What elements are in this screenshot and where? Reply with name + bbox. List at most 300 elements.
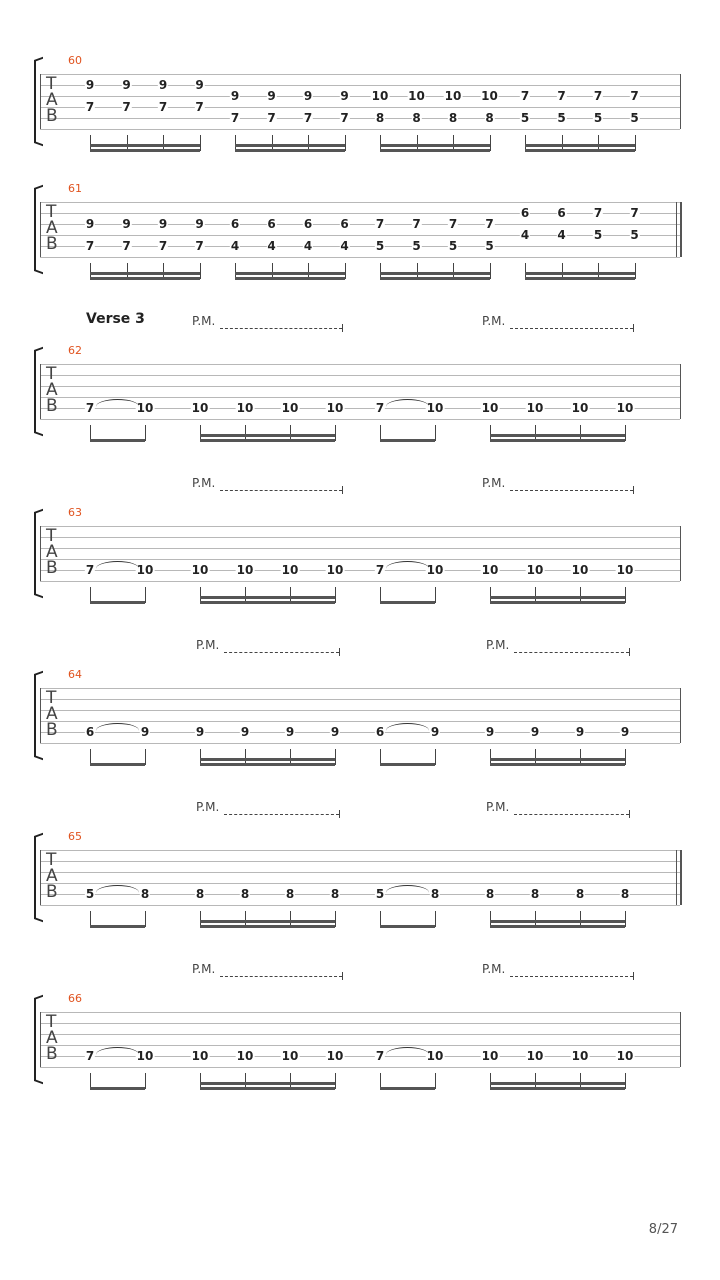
fret-number: 8 xyxy=(375,111,385,125)
palm-mute-line xyxy=(514,814,629,815)
palm-mute-label: P.M. xyxy=(486,800,510,814)
fret-number: 10 xyxy=(526,563,544,577)
note-beam xyxy=(525,149,635,152)
note-stem xyxy=(345,135,346,151)
staff-line xyxy=(40,1023,680,1024)
page-number: 8/27 xyxy=(648,1222,678,1237)
tab-clef-letter: A xyxy=(46,704,58,724)
note-stem xyxy=(145,425,146,441)
staff-line xyxy=(40,699,680,700)
fret-number: 10 xyxy=(571,563,589,577)
staff-line xyxy=(40,397,680,398)
staff-line xyxy=(40,688,680,689)
fret-number: 8 xyxy=(240,887,250,901)
note-stem xyxy=(200,135,201,151)
tie-arc xyxy=(96,561,139,576)
fret-number: 6 xyxy=(85,725,95,739)
fret-number: 7 xyxy=(448,217,458,231)
note-beam xyxy=(380,272,490,275)
palm-mute-end xyxy=(342,972,343,980)
fret-number: 10 xyxy=(526,401,544,415)
fret-number: 7 xyxy=(375,401,385,415)
tab-clef-letter: B xyxy=(46,106,58,126)
tie-arc xyxy=(96,1047,139,1062)
fret-number: 9 xyxy=(85,78,95,92)
fret-number: 8 xyxy=(412,111,421,125)
fret-number: 10 xyxy=(616,563,634,577)
bar-line xyxy=(40,526,41,581)
bar-line xyxy=(40,202,41,257)
fret-number: 5 xyxy=(630,228,639,242)
staff-line xyxy=(40,129,680,130)
fret-number: 6 xyxy=(267,217,276,231)
note-stem xyxy=(435,425,436,441)
fret-number: 8 xyxy=(530,887,540,901)
staff-line xyxy=(40,861,680,862)
note-beam xyxy=(235,149,345,152)
fret-number: 9 xyxy=(230,89,240,103)
palm-mute-line xyxy=(220,328,342,329)
measure-number: 66 xyxy=(68,992,82,1005)
palm-mute-line xyxy=(510,490,633,491)
note-beam xyxy=(490,758,625,761)
fret-number: 8 xyxy=(575,887,585,901)
staff-line xyxy=(40,118,680,119)
fret-number: 8 xyxy=(485,887,495,901)
note-beam xyxy=(90,925,145,928)
fret-number: 9 xyxy=(122,78,131,92)
tab-clef-letter: A xyxy=(46,542,58,562)
note-beam xyxy=(90,1087,145,1090)
staff-line xyxy=(40,905,680,906)
tab-clef-letter: T xyxy=(46,202,57,222)
fret-number: 10 xyxy=(481,401,499,415)
fret-number: 6 xyxy=(520,206,530,220)
note-stem xyxy=(145,1073,146,1089)
fret-number: 9 xyxy=(285,725,295,739)
staff-line xyxy=(40,419,680,420)
measure-number: 62 xyxy=(68,344,82,357)
bar-line xyxy=(676,850,677,905)
note-stem xyxy=(625,425,626,441)
tab-clef-letter: B xyxy=(46,558,58,578)
palm-mute-label: P.M. xyxy=(482,476,506,490)
bar-line xyxy=(40,688,41,743)
fret-number: 7 xyxy=(158,100,168,114)
palm-mute-end xyxy=(633,324,634,332)
bar-line xyxy=(680,1012,681,1067)
fret-number: 10 xyxy=(444,89,462,103)
staff-line xyxy=(40,721,680,722)
fret-number: 9 xyxy=(158,217,168,231)
tab-clef-letter: T xyxy=(46,74,57,94)
note-stem xyxy=(490,263,491,279)
tie-arc xyxy=(386,561,429,576)
fret-number: 7 xyxy=(485,217,494,231)
note-beam xyxy=(235,144,345,147)
bar-line xyxy=(40,1012,41,1067)
tie-arc xyxy=(386,885,429,900)
palm-mute-line xyxy=(510,976,633,977)
palm-mute-end xyxy=(339,810,340,818)
note-beam xyxy=(200,758,335,761)
fret-number: 4 xyxy=(557,228,566,242)
fret-number: 10 xyxy=(191,401,209,415)
fret-number: 5 xyxy=(412,239,421,253)
fret-number: 9 xyxy=(122,217,131,231)
staff-line xyxy=(40,85,680,86)
fret-number: 8 xyxy=(330,887,340,901)
staff-line xyxy=(40,386,680,387)
fret-number: 10 xyxy=(571,1049,589,1063)
note-beam xyxy=(200,1087,335,1090)
fret-number: 10 xyxy=(236,401,254,415)
palm-mute-line xyxy=(220,976,342,977)
staff-line xyxy=(40,850,680,851)
fret-number: 10 xyxy=(281,401,299,415)
note-beam xyxy=(380,277,490,280)
note-beam xyxy=(525,144,635,147)
fret-number: 6 xyxy=(340,217,349,231)
note-beam xyxy=(490,434,625,437)
tab-clef-letter: B xyxy=(46,396,58,416)
palm-mute-end xyxy=(342,324,343,332)
note-beam xyxy=(490,920,625,923)
fret-number: 7 xyxy=(593,89,603,103)
fret-number: 4 xyxy=(303,239,313,253)
note-beam xyxy=(490,1082,625,1085)
note-beam xyxy=(200,439,335,442)
fret-number: 9 xyxy=(485,725,495,739)
note-beam xyxy=(380,1087,435,1090)
fret-number: 9 xyxy=(85,217,95,231)
tie-arc xyxy=(386,1047,429,1062)
tie-arc xyxy=(386,399,429,414)
palm-mute-label: P.M. xyxy=(482,314,506,328)
staff-line xyxy=(40,872,680,873)
tab-clef-letter: A xyxy=(46,218,58,238)
fret-number: 5 xyxy=(630,111,639,125)
staff-line xyxy=(40,1067,680,1068)
tie-arc xyxy=(386,723,429,738)
fret-number: 7 xyxy=(122,239,131,253)
note-beam xyxy=(200,596,335,599)
fret-number: 9 xyxy=(620,725,630,739)
fret-number: 10 xyxy=(326,563,344,577)
palm-mute-end xyxy=(633,972,634,980)
staff-line xyxy=(40,74,680,75)
tab-clef-letter: T xyxy=(46,1012,57,1032)
fret-number: 7 xyxy=(85,563,95,577)
fret-number: 6 xyxy=(375,725,385,739)
tab-clef-letter: T xyxy=(46,850,57,870)
fret-number: 5 xyxy=(85,887,95,901)
palm-mute-label: P.M. xyxy=(192,314,216,328)
fret-number: 9 xyxy=(140,725,150,739)
bar-line xyxy=(680,850,682,905)
fret-number: 6 xyxy=(303,217,313,231)
bar-line xyxy=(680,202,682,257)
palm-mute-label: P.M. xyxy=(482,962,506,976)
palm-mute-line xyxy=(224,652,339,653)
fret-number: 9 xyxy=(195,217,204,231)
fret-number: 10 xyxy=(371,89,389,103)
fret-number: 9 xyxy=(195,78,204,92)
note-beam xyxy=(90,149,200,152)
tab-clef-letter: A xyxy=(46,866,58,886)
fret-number: 8 xyxy=(448,111,458,125)
note-beam xyxy=(90,144,200,147)
note-stem xyxy=(335,425,336,441)
tab-clef-letter: B xyxy=(46,882,58,902)
staff-line xyxy=(40,548,680,549)
note-stem xyxy=(200,263,201,279)
fret-number: 8 xyxy=(620,887,630,901)
fret-number: 5 xyxy=(375,887,385,901)
fret-number: 10 xyxy=(136,1049,154,1063)
note-beam xyxy=(380,925,435,928)
fret-number: 7 xyxy=(230,111,240,125)
palm-mute-end xyxy=(633,486,634,494)
note-stem xyxy=(335,587,336,603)
fret-number: 8 xyxy=(485,111,494,125)
note-beam xyxy=(380,439,435,442)
fret-number: 4 xyxy=(267,239,276,253)
note-beam xyxy=(200,1082,335,1085)
measure-number: 60 xyxy=(68,54,82,67)
fret-number: 5 xyxy=(375,239,385,253)
fret-number: 6 xyxy=(230,217,240,231)
note-beam xyxy=(380,149,490,152)
fret-number: 9 xyxy=(158,78,168,92)
note-beam xyxy=(200,920,335,923)
note-stem xyxy=(335,911,336,927)
tab-clef-letter: A xyxy=(46,1028,58,1048)
fret-number: 7 xyxy=(557,89,566,103)
fret-number: 10 xyxy=(136,401,154,415)
note-beam xyxy=(490,601,625,604)
tab-clef-letter: T xyxy=(46,364,57,384)
fret-number: 10 xyxy=(281,563,299,577)
fret-number: 10 xyxy=(571,401,589,415)
note-stem xyxy=(435,911,436,927)
bar-line xyxy=(40,364,41,419)
palm-mute-label: P.M. xyxy=(192,962,216,976)
palm-mute-label: P.M. xyxy=(192,476,216,490)
note-beam xyxy=(90,277,200,280)
bar-line xyxy=(680,364,681,419)
fret-number: 10 xyxy=(616,401,634,415)
fret-number: 7 xyxy=(195,239,204,253)
tie-arc xyxy=(96,399,139,414)
tie-arc xyxy=(96,885,139,900)
measure-number: 61 xyxy=(68,182,82,195)
note-stem xyxy=(145,587,146,603)
note-stem xyxy=(145,911,146,927)
fret-number: 8 xyxy=(195,887,205,901)
fret-number: 5 xyxy=(593,111,603,125)
bar-line xyxy=(40,74,41,129)
staff-line xyxy=(40,107,680,108)
note-stem xyxy=(625,1073,626,1089)
fret-number: 4 xyxy=(230,239,240,253)
tab-clef-letter: T xyxy=(46,688,57,708)
note-stem xyxy=(435,587,436,603)
measure-number: 64 xyxy=(68,668,82,681)
note-beam xyxy=(90,601,145,604)
staff-line xyxy=(40,257,680,258)
fret-number: 7 xyxy=(195,100,204,114)
fret-number: 4 xyxy=(340,239,349,253)
note-beam xyxy=(90,272,200,275)
tab-clef-letter: B xyxy=(46,1044,58,1064)
note-stem xyxy=(490,135,491,151)
staff-line xyxy=(40,246,680,247)
fret-number: 7 xyxy=(340,111,349,125)
fret-number: 5 xyxy=(557,111,566,125)
fret-number: 9 xyxy=(330,725,340,739)
staff-line xyxy=(40,883,680,884)
staff-line xyxy=(40,559,680,560)
note-beam xyxy=(200,763,335,766)
fret-number: 10 xyxy=(426,1049,444,1063)
tab-clef-letter: B xyxy=(46,720,58,740)
note-beam xyxy=(200,601,335,604)
fret-number: 7 xyxy=(85,100,95,114)
fret-number: 7 xyxy=(85,1049,95,1063)
fret-number: 7 xyxy=(520,89,530,103)
note-stem xyxy=(145,749,146,765)
fret-number: 10 xyxy=(426,563,444,577)
staff-line xyxy=(40,581,680,582)
note-beam xyxy=(200,925,335,928)
staff-line xyxy=(40,1034,680,1035)
palm-mute-line xyxy=(514,652,629,653)
fret-number: 6 xyxy=(557,206,566,220)
fret-number: 7 xyxy=(630,206,639,220)
fret-number: 10 xyxy=(326,401,344,415)
note-stem xyxy=(635,135,636,151)
fret-number: 10 xyxy=(191,563,209,577)
staff-line xyxy=(40,96,680,97)
note-beam xyxy=(90,439,145,442)
fret-number: 10 xyxy=(236,1049,254,1063)
note-beam xyxy=(525,272,635,275)
note-stem xyxy=(625,587,626,603)
fret-number: 7 xyxy=(412,217,421,231)
palm-mute-label: P.M. xyxy=(486,638,510,652)
fret-number: 7 xyxy=(375,563,385,577)
note-beam xyxy=(490,596,625,599)
note-beam xyxy=(235,272,345,275)
fret-number: 7 xyxy=(158,239,168,253)
note-beam xyxy=(490,925,625,928)
fret-number: 4 xyxy=(520,228,530,242)
fret-number: 10 xyxy=(616,1049,634,1063)
palm-mute-line xyxy=(224,814,339,815)
fret-number: 9 xyxy=(530,725,540,739)
palm-mute-end xyxy=(629,810,630,818)
note-beam xyxy=(90,763,145,766)
fret-number: 9 xyxy=(195,725,205,739)
staff-line xyxy=(40,213,680,214)
staff-line xyxy=(40,364,680,365)
staff-line xyxy=(40,375,680,376)
staff-line xyxy=(40,1012,680,1013)
fret-number: 10 xyxy=(136,563,154,577)
fret-number: 7 xyxy=(85,239,95,253)
tie-arc xyxy=(96,723,139,738)
bar-line xyxy=(40,850,41,905)
palm-mute-line xyxy=(510,328,633,329)
fret-number: 8 xyxy=(140,887,150,901)
staff-line xyxy=(40,202,680,203)
measure-number: 63 xyxy=(68,506,82,519)
note-stem xyxy=(625,911,626,927)
fret-number: 7 xyxy=(303,111,313,125)
fret-number: 10 xyxy=(426,401,444,415)
note-stem xyxy=(625,749,626,765)
note-beam xyxy=(525,277,635,280)
note-beam xyxy=(235,277,345,280)
fret-number: 7 xyxy=(375,1049,385,1063)
staff-line xyxy=(40,224,680,225)
palm-mute-end xyxy=(629,648,630,656)
fret-number: 5 xyxy=(520,111,530,125)
note-beam xyxy=(490,763,625,766)
note-stem xyxy=(435,1073,436,1089)
fret-number: 10 xyxy=(326,1049,344,1063)
fret-number: 9 xyxy=(240,725,250,739)
section-label: Verse 3 xyxy=(86,311,145,327)
tab-clef-letter: T xyxy=(46,526,57,546)
fret-number: 7 xyxy=(267,111,276,125)
palm-mute-line xyxy=(220,490,342,491)
fret-number: 9 xyxy=(430,725,440,739)
fret-number: 10 xyxy=(481,1049,499,1063)
bar-line xyxy=(680,526,681,581)
staff-line xyxy=(40,710,680,711)
fret-number: 7 xyxy=(85,401,95,415)
palm-mute-end xyxy=(342,486,343,494)
note-beam xyxy=(490,1087,625,1090)
fret-number: 7 xyxy=(375,217,385,231)
measure-number: 65 xyxy=(68,830,82,843)
fret-number: 10 xyxy=(408,89,425,103)
note-beam xyxy=(380,763,435,766)
fret-number: 9 xyxy=(267,89,276,103)
fret-number: 5 xyxy=(485,239,494,253)
fret-number: 8 xyxy=(430,887,440,901)
staff-line xyxy=(40,235,680,236)
fret-number: 10 xyxy=(236,563,254,577)
palm-mute-label: P.M. xyxy=(196,638,220,652)
note-stem xyxy=(335,1073,336,1089)
note-stem xyxy=(335,749,336,765)
fret-number: 9 xyxy=(340,89,349,103)
staff-line xyxy=(40,743,680,744)
note-beam xyxy=(490,439,625,442)
note-beam xyxy=(380,601,435,604)
palm-mute-end xyxy=(339,648,340,656)
note-stem xyxy=(345,263,346,279)
fret-number: 7 xyxy=(593,206,603,220)
fret-number: 7 xyxy=(630,89,639,103)
fret-number: 7 xyxy=(122,100,131,114)
palm-mute-label: P.M. xyxy=(196,800,220,814)
fret-number: 10 xyxy=(481,563,499,577)
fret-number: 5 xyxy=(448,239,458,253)
